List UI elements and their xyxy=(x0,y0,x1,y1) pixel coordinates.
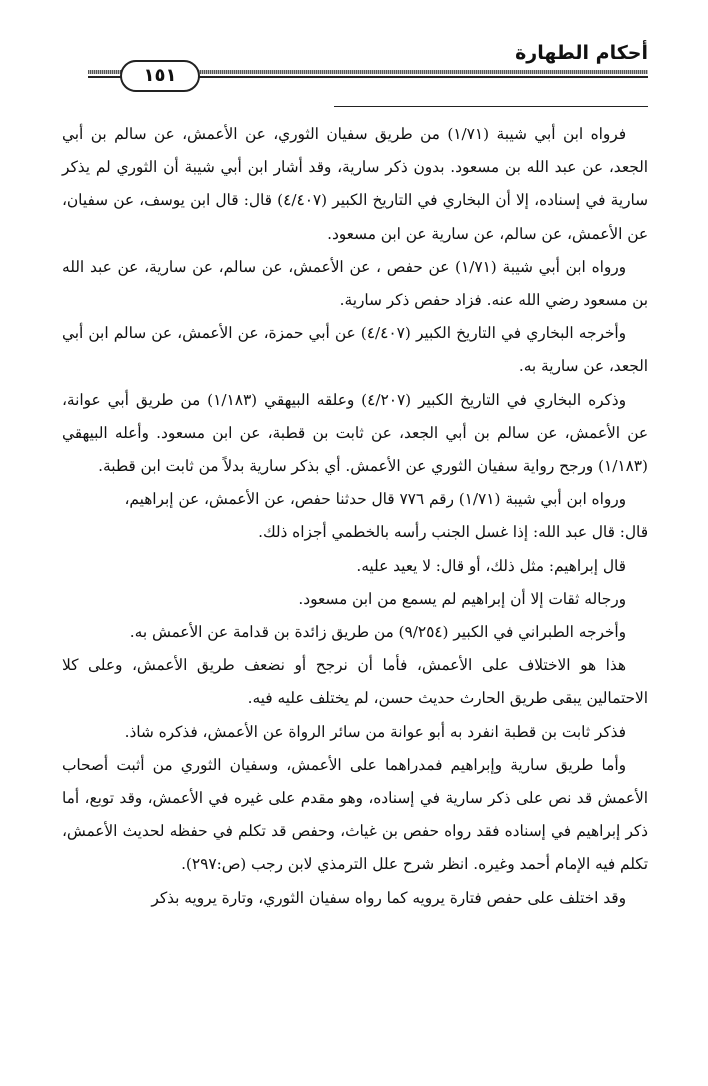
paragraph: ورواه ابن أبي شيبة (١/٧١) عن حفص ، عن الأعمش، عن سالم، عن سارية، عن عبد الله بن مسعود رضي الله عنه. فزاد حفص ذكر سارية. xyxy=(62,257,648,310)
paragraph: وذكره البخاري في التاريخ الكبير (٤/٢٠٧) وعلقه البيهقي (١/١٨٣) من طريق أبي عوانة، عن الأعمش، عن سالم بن أبي الجعد، عن ثابت بن قطبة، عن ابن مسعود. وأعله البيهقي (١/١٨٣) ورجح رواية سفيان الثوري عن الأعمش. أي بذكر سارية بدلاً من ثابت ابن قطبة. xyxy=(62,390,648,476)
paragraph: قال إبراهيم: مثل ذلك، أو قال: لا يعيد عليه. xyxy=(356,556,626,575)
paragraph: وقد اختلف على حفص فتارة يرويه كما رواه سفيان الثوري، وتارة يرويه بذكر xyxy=(151,888,626,907)
paragraph: هذا هو الاختلاف على الأعمش، فأما أن نرجح أو نضعف طريق الأعمش، وعلى كلا الاحتمالين يبقى طريق الحارث حديث حسن، لم يختلف عليه فيه. xyxy=(62,656,648,708)
page-body xyxy=(62,118,648,915)
book-title: أحكام الطهارة xyxy=(515,42,648,64)
paragraph: قال: قال عبد الله: إذا غسل الجنب رأسه بالخطمي أجزاه ذلك. xyxy=(258,523,648,542)
paragraph: ورجاله ثقات إلا أن إبراهيم لم يسمع من ابن مسعود. xyxy=(298,589,626,608)
paragraph: وأخرجه البخاري في التاريخ الكبير (٤/٤٠٧) عن أبي حمزة، عن الأعمش، عن سالم ابن أبي الجعد، عن سارية به. xyxy=(62,324,648,376)
page-number: ١٥١ xyxy=(120,60,200,92)
separator-rule xyxy=(334,106,648,107)
paragraph: وأخرجه الطبراني في الكبير (٩/٢٥٤) من طريق زائدة بن قدامة عن الأعمش به. xyxy=(129,623,626,642)
paragraph: فذكر ثابت بن قطبة انفرد به أبو عوانة من سائر الرواة عن الأعمش، فذكره شاذ. xyxy=(124,722,626,741)
paragraph: وأما طريق سارية وإبراهيم فمدراهما على الأعمش، وسفيان الثوري من أثبت أصحاب الأعمش قد نص على ذكر سارية في إسناده، وهو مقدم على غيره في الأعمش، وقد توبع، أما ذكر إبراهيم في إسناده فقد رواه حفص بن غياث، وحفص قد تكلم في حفظه لحديث الأعمش، تكلم فيه الإمام أحمد وغيره. انظر شرح علل الترمذي لابن رجب (ص:٢٩٧). xyxy=(62,755,648,874)
page-header xyxy=(0,0,708,100)
paragraph: فرواه ابن أبي شيبة (١/٧١) من طريق سفيان الثوري، عن الأعمش، عن سالم بن أبي الجعد، عن عبد الله بن مسعود. بدون ذكر سارية، وقد أشار ابن أبي شيبة أن الثوري لم يذكر سارية في إسناده، إلا أن البخاري في التاريخ الكبير (٤/٤٠٧) قال: قال ابن يوسف، عن سفيان، عن الأعمش، عن سالم، عن سارية عن ابن مسعود. xyxy=(62,125,648,243)
paragraph: ورواه ابن أبي شيبة (١/٧١) رقم ٧٧٦ قال حدثنا حفص، عن الأعمش، عن إبراهيم، xyxy=(124,490,626,509)
